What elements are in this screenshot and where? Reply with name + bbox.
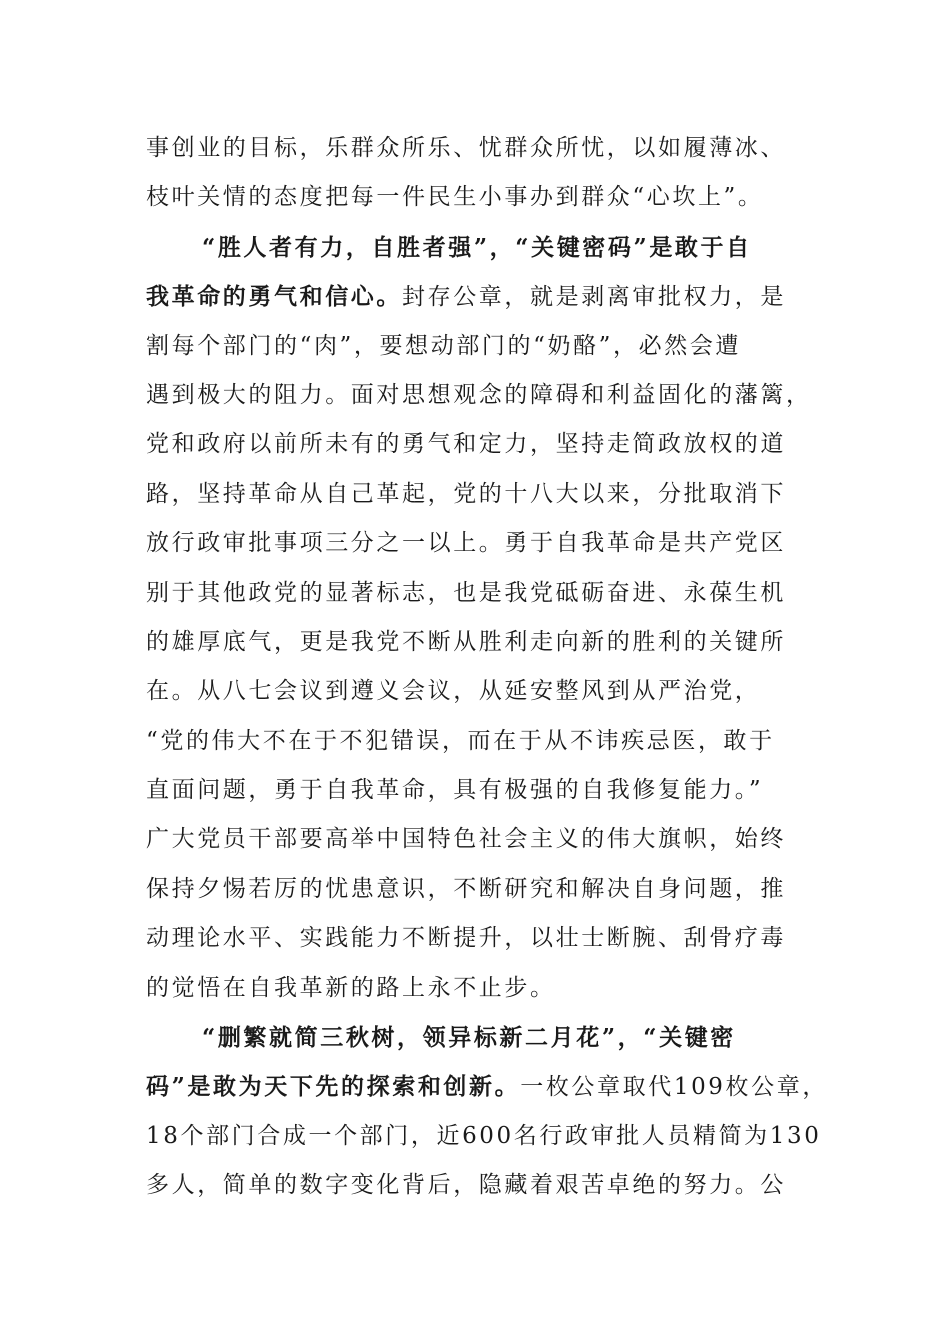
bold-text-run: 我革命的勇气和信心。 bbox=[146, 283, 402, 311]
text-run: 封存公章，就是剥离审批权力，是 bbox=[402, 284, 786, 311]
text-run: 一枚公章取代109枚公章， bbox=[520, 1074, 828, 1101]
text-run: 枝叶关情的态度把每一件民生小事办到群众“心坎上”。 bbox=[146, 184, 764, 211]
text-run: 保持夕惕若厉的忧患意识，不断研究和解决自身问题，推 bbox=[146, 875, 786, 902]
text-line bbox=[146, 322, 816, 371]
text-run: 的雄厚底气，更是我党不断从胜利走向新的胜利的关键所 bbox=[146, 628, 786, 655]
text-run: “党的伟大不在于不犯错误，而在于从不讳疾忌医，敢于 bbox=[146, 727, 775, 754]
text-line bbox=[146, 815, 816, 864]
text-line bbox=[146, 371, 816, 420]
text-line bbox=[146, 766, 816, 815]
text-line bbox=[146, 569, 816, 618]
text-line bbox=[146, 173, 816, 222]
text-line bbox=[146, 1062, 828, 1111]
bold-text-run: “删繁就简三秋树，领异标新二月花”，“关键密 bbox=[202, 1024, 736, 1052]
text-run: 放行政审批事项三分之一以上。勇于自我革命是共产党区 bbox=[146, 530, 786, 557]
text-line bbox=[146, 470, 816, 519]
text-line bbox=[146, 964, 816, 1013]
text-line bbox=[146, 618, 816, 667]
text-line bbox=[146, 519, 816, 568]
text-run: 割每个部门的“肉”，要想动部门的“奶酪”，必然会遭 bbox=[146, 332, 742, 359]
text-run: 动理论水平、实践能力不断提升，以壮士断腕、刮骨疗毒 bbox=[146, 925, 786, 952]
text-run: 别于其他政党的显著标志，也是我党砥砺奋进、永葆生机 bbox=[146, 579, 786, 606]
text-run: 18个部门合成一个部门，近600名行政审批人员精简为130 bbox=[146, 1122, 822, 1149]
text-run: 在。从八七会议到遵义会议，从延安整风到从严治党， bbox=[146, 678, 761, 705]
text-run: 路，坚持革命从自己革起，党的十八大以来，分批取消下 bbox=[146, 480, 786, 507]
text-run: 广大党员干部要高举中国特色社会主义的伟大旗帜，始终 bbox=[146, 826, 786, 853]
text-line bbox=[146, 914, 816, 963]
text-line bbox=[146, 272, 816, 321]
text-line bbox=[146, 717, 816, 766]
text-line bbox=[146, 1161, 816, 1210]
text-line bbox=[146, 1112, 822, 1161]
paragraph-heading-line bbox=[146, 223, 816, 272]
document-body bbox=[146, 124, 828, 1211]
text-run: 的觉悟在自我革新的路上永不止步。 bbox=[146, 974, 556, 1001]
text-line bbox=[146, 865, 816, 914]
paragraph-heading-line bbox=[146, 1013, 816, 1062]
text-run: 多人，简单的数字变化背后，隐藏着艰苦卓绝的努力。公 bbox=[146, 1172, 786, 1199]
bold-text-run: 码”是敢为天下先的探索和创新。 bbox=[146, 1073, 521, 1101]
text-run: 事创业的目标，乐群众所乐、忧群众所忧，以如履薄冰、 bbox=[146, 135, 786, 161]
text-run: 直面问题，勇于自我革命，具有极强的自我修复能力。” bbox=[146, 777, 764, 804]
bold-text-run: “胜人者有力，自胜者强”，“关键密码”是敢于自 bbox=[202, 233, 752, 261]
text-run: 遇到极大的阻力。面对思想观念的障碍和利益固化的藩篱， bbox=[146, 381, 812, 408]
text-line bbox=[146, 124, 816, 173]
text-run: 党和政府以前所未有的勇气和定力，坚持走简政放权的道 bbox=[146, 431, 786, 458]
text-line bbox=[146, 420, 816, 469]
text-line bbox=[146, 667, 816, 716]
